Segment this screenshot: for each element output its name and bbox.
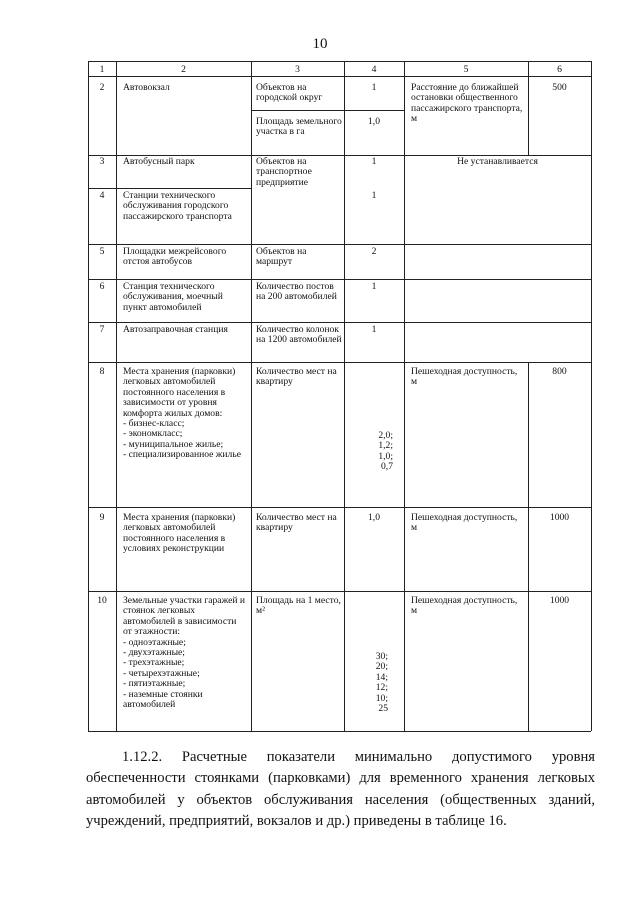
header-cell: 6 (557, 64, 562, 75)
row-number: 3 (99, 156, 105, 167)
table-rule (528, 362, 529, 731)
object-name: Места хранения (парковки) легковых автомобилей постоянного населения в зависимости от уровня комфорта жилых домов: - бизнес-класс; - экономкласс; - муниципальное жилье; - специализированное жилье (123, 366, 241, 461)
object-name: Автовокзал (123, 82, 170, 93)
norm-value: 500 (552, 82, 567, 93)
table-rule (591, 61, 592, 731)
unit-values: 30; 20; 14; 12; 10; 25 (375, 651, 388, 715)
page-number: 10 (312, 36, 328, 52)
object-name: Места хранения (парковки) легковых автомобилей постоянного населения в условиях реконструкции (123, 512, 236, 555)
row-number: 10 (97, 595, 107, 606)
header-cell: 2 (181, 64, 186, 75)
norm-value: 1000 (549, 595, 570, 606)
row-number: 6 (99, 281, 105, 292)
indicator-text: Не устанавливается (457, 156, 538, 167)
table-rule (88, 322, 591, 323)
header-cell: 3 (295, 64, 300, 75)
object-name: Площадки межрейсового отстоя автобусов (123, 246, 227, 268)
table-rule (88, 279, 591, 280)
norm-value: 800 (552, 366, 567, 377)
unit-value: 1,0 (368, 512, 380, 523)
table-rule (88, 61, 591, 62)
row-number: 9 (99, 512, 105, 523)
unit-value: 1 (371, 82, 377, 93)
unit-text: Количество мест на квартиру (256, 512, 337, 534)
table-rule (251, 110, 404, 111)
indicator-text: Пешеходная доступность, м (411, 595, 518, 617)
section-paragraph (86, 747, 595, 833)
requirements-table (88, 61, 591, 731)
unit-text: Количество мест на квартиру (256, 366, 337, 388)
unit-text: Площадь на 1 место, м² (256, 595, 341, 617)
unit-text: Объектов на транспортное предприятие (256, 156, 312, 188)
row-number: 4 (99, 190, 105, 201)
table-rule (88, 362, 591, 363)
table-rule (251, 61, 252, 731)
unit-text: Количество колонок на 1200 автомобилей (256, 324, 342, 346)
unit-text: Количество постов на 200 автомобилей (256, 281, 337, 303)
header-cell: 4 (371, 64, 377, 75)
unit-value: 1 (371, 281, 377, 292)
unit-value: 1 (371, 190, 377, 201)
object-name: Земельные участки гаражей и стоянок легковых автомобилей в зависимости от этажности: - одноэтажные; - двухэтажные; - трехэтажные; - четырехэтажные; - пятиэтажные; - наземные стоянки автомобилей (123, 595, 245, 711)
table-rule (88, 591, 591, 592)
header-cell: 1 (99, 64, 105, 75)
unit-value: 1,0 (368, 116, 380, 127)
row-number: 8 (99, 366, 105, 377)
norm-value: 1000 (549, 512, 570, 523)
table-rule (116, 61, 117, 731)
table-rule (88, 188, 251, 189)
unit-text: Площадь земельного участка в га (256, 116, 342, 138)
indicator-text: Расстояние до ближайшей остановки общественного пассажирского транспорта, м (411, 82, 523, 125)
indicator-text: Пешеходная доступность, м (411, 512, 518, 534)
table-rule (88, 507, 591, 508)
object-name: Станция технического обслуживания, моечный пункт автомобилей (123, 281, 223, 313)
unit-value: 1 (371, 324, 377, 335)
table-rule (88, 731, 591, 732)
object-name: Станции технического обслуживания городского пассажирского транспорта (123, 190, 232, 222)
unit-values: 2,0; 1,2; 1,0; 0,7 (378, 430, 393, 473)
row-number: 5 (99, 246, 105, 257)
table-rule (88, 244, 591, 245)
row-number: 2 (99, 82, 105, 93)
object-name: Автозаправочная станция (123, 324, 228, 335)
unit-text: Объектов на городской округ (256, 82, 323, 104)
unit-value: 2 (371, 246, 377, 257)
row-number: 7 (99, 324, 105, 335)
unit-value: 1 (371, 156, 377, 167)
object-name: Автобусный парк (123, 156, 195, 167)
paragraph-text: 1.12.2. Расчетные показатели минимально допустимого уровня обеспеченности стоянками (парковками) для временного хранения легковых автомобилей у объектов обслуживания населения (общественных зданий, учреждений, предприятий, вокзалов и др.) приведены в таблице 16. (86, 749, 595, 830)
table-rule (88, 76, 591, 77)
indicator-text: Пешеходная доступность, м (411, 366, 518, 388)
header-cell: 5 (463, 64, 469, 75)
unit-text: Объектов на маршрут (256, 246, 307, 268)
